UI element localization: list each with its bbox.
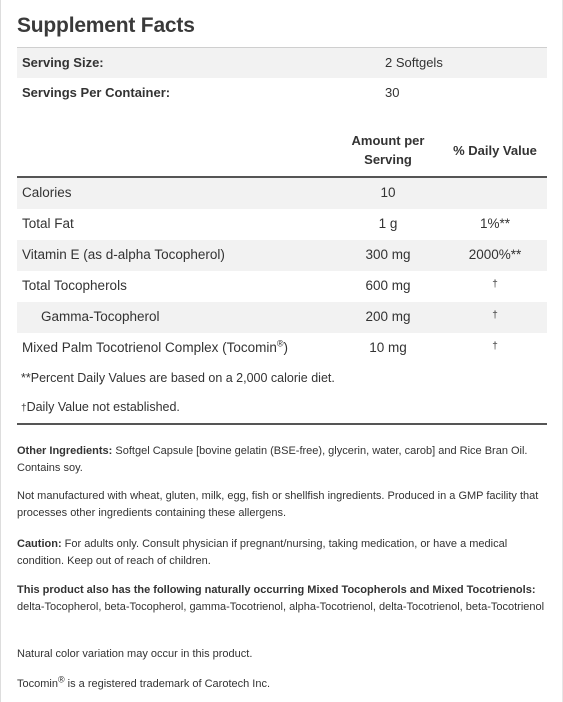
amount-header-line1: Amount per xyxy=(351,133,425,148)
nutrient-name-end: ) xyxy=(283,340,288,355)
trademark-text: is a registered trademark of Carotech Inc. xyxy=(64,678,271,690)
nutrient-amount: 200 mg xyxy=(365,309,411,324)
serving-size-label: Serving Size: xyxy=(22,55,104,70)
mixed-label: This product also has the following naturally occurring Mixed Tocopherols and Mixed Tocotrienols: xyxy=(17,584,536,596)
nutrient-amount: 10 mg xyxy=(369,340,407,355)
nutrient-name: Gamma-Tocopherol xyxy=(41,309,160,324)
nutrient-name xyxy=(22,340,288,355)
nutrient-row xyxy=(17,302,547,333)
serving-size-value: 2 Softgels xyxy=(385,55,443,70)
nutrient-name: Total Tocopherols xyxy=(22,278,127,293)
nutrient-row xyxy=(17,178,547,209)
servings-per-container-value: 30 xyxy=(385,85,400,100)
registered-mark: ® xyxy=(276,338,284,349)
left-border xyxy=(0,0,1,702)
page-title: Supplement Facts xyxy=(17,14,195,37)
percent-dv-footnote: **Percent Daily Values are based on a 2,000 calorie diet. xyxy=(21,371,335,385)
nutrient-name: Vitamin E (as d-alpha Tocopherol) xyxy=(22,247,225,262)
nutrient-row xyxy=(17,333,547,364)
not-established-footnote xyxy=(21,400,180,414)
amount-header-line2: Serving xyxy=(364,152,412,167)
nutrient-name: Calories xyxy=(22,185,72,200)
nutrient-name: Total Fat xyxy=(22,216,74,231)
nutrient-row xyxy=(17,240,547,271)
trademark-name: Tocomin xyxy=(17,678,58,690)
caution-note xyxy=(17,536,545,570)
servings-per-container-label: Servings Per Container: xyxy=(22,85,171,100)
nutrient-amount: 600 mg xyxy=(365,278,411,293)
nutrient-daily-value: † xyxy=(492,310,498,321)
nutrient-daily-value: 1%** xyxy=(479,216,511,231)
allergen-note: Not manufactured with wheat, gluten, milk, egg, fish or shellfish ingredients. Produced in a GMP facility that processes other ingredients containing these allergens. xyxy=(17,490,539,519)
nutrient-row xyxy=(17,271,547,302)
nutrient-daily-value: † xyxy=(492,279,498,290)
nutrient-daily-value: † xyxy=(492,341,498,352)
amount-per-serving-header xyxy=(339,131,437,169)
facts-bottom-divider xyxy=(17,423,547,425)
nutrient-amount: 1 g xyxy=(378,216,398,231)
trademark-note xyxy=(17,676,545,693)
caution-label: Caution: xyxy=(17,538,62,550)
nutrient-daily-value: 2000%** xyxy=(468,247,522,262)
color-variation-note: Natural color variation may occur in this product. xyxy=(17,648,253,660)
mixed-tocopherols-note xyxy=(17,582,545,616)
other-ingredients-text: Softgel Capsule [bovine gelatin (BSE-free), glycerin, water, carob] and Rice Bran Oil. Contains soy. xyxy=(17,445,528,474)
mixed-text: delta-Tocopherol, beta-Tocopherol, gamma-Tocotrienol, alpha-Tocotrienol, delta-Tocotrienol, beta-Tocotrienol xyxy=(17,601,545,613)
daily-value-header: % Daily Value xyxy=(453,143,537,158)
serving-size-row xyxy=(17,48,547,78)
dagger-symbol: † xyxy=(21,403,27,414)
nutrient-amount: 300 mg xyxy=(365,247,411,262)
servings-per-container-row xyxy=(17,78,547,108)
nutrient-name-text: Mixed Palm Tocotrienol Complex (Tocomin xyxy=(22,340,277,355)
caution-text: For adults only. Consult physician if pregnant/nursing, taking medication, or have a medical condition. Keep out of reach of children. xyxy=(17,538,508,567)
other-ingredients-label: Other Ingredients: xyxy=(17,445,113,457)
other-ingredients xyxy=(17,443,545,477)
not-established-text: Daily Value not established. xyxy=(26,400,180,414)
trademark-registered-mark: ® xyxy=(57,674,65,685)
nutrient-amount: 10 xyxy=(380,185,396,200)
nutrient-row xyxy=(17,209,547,240)
